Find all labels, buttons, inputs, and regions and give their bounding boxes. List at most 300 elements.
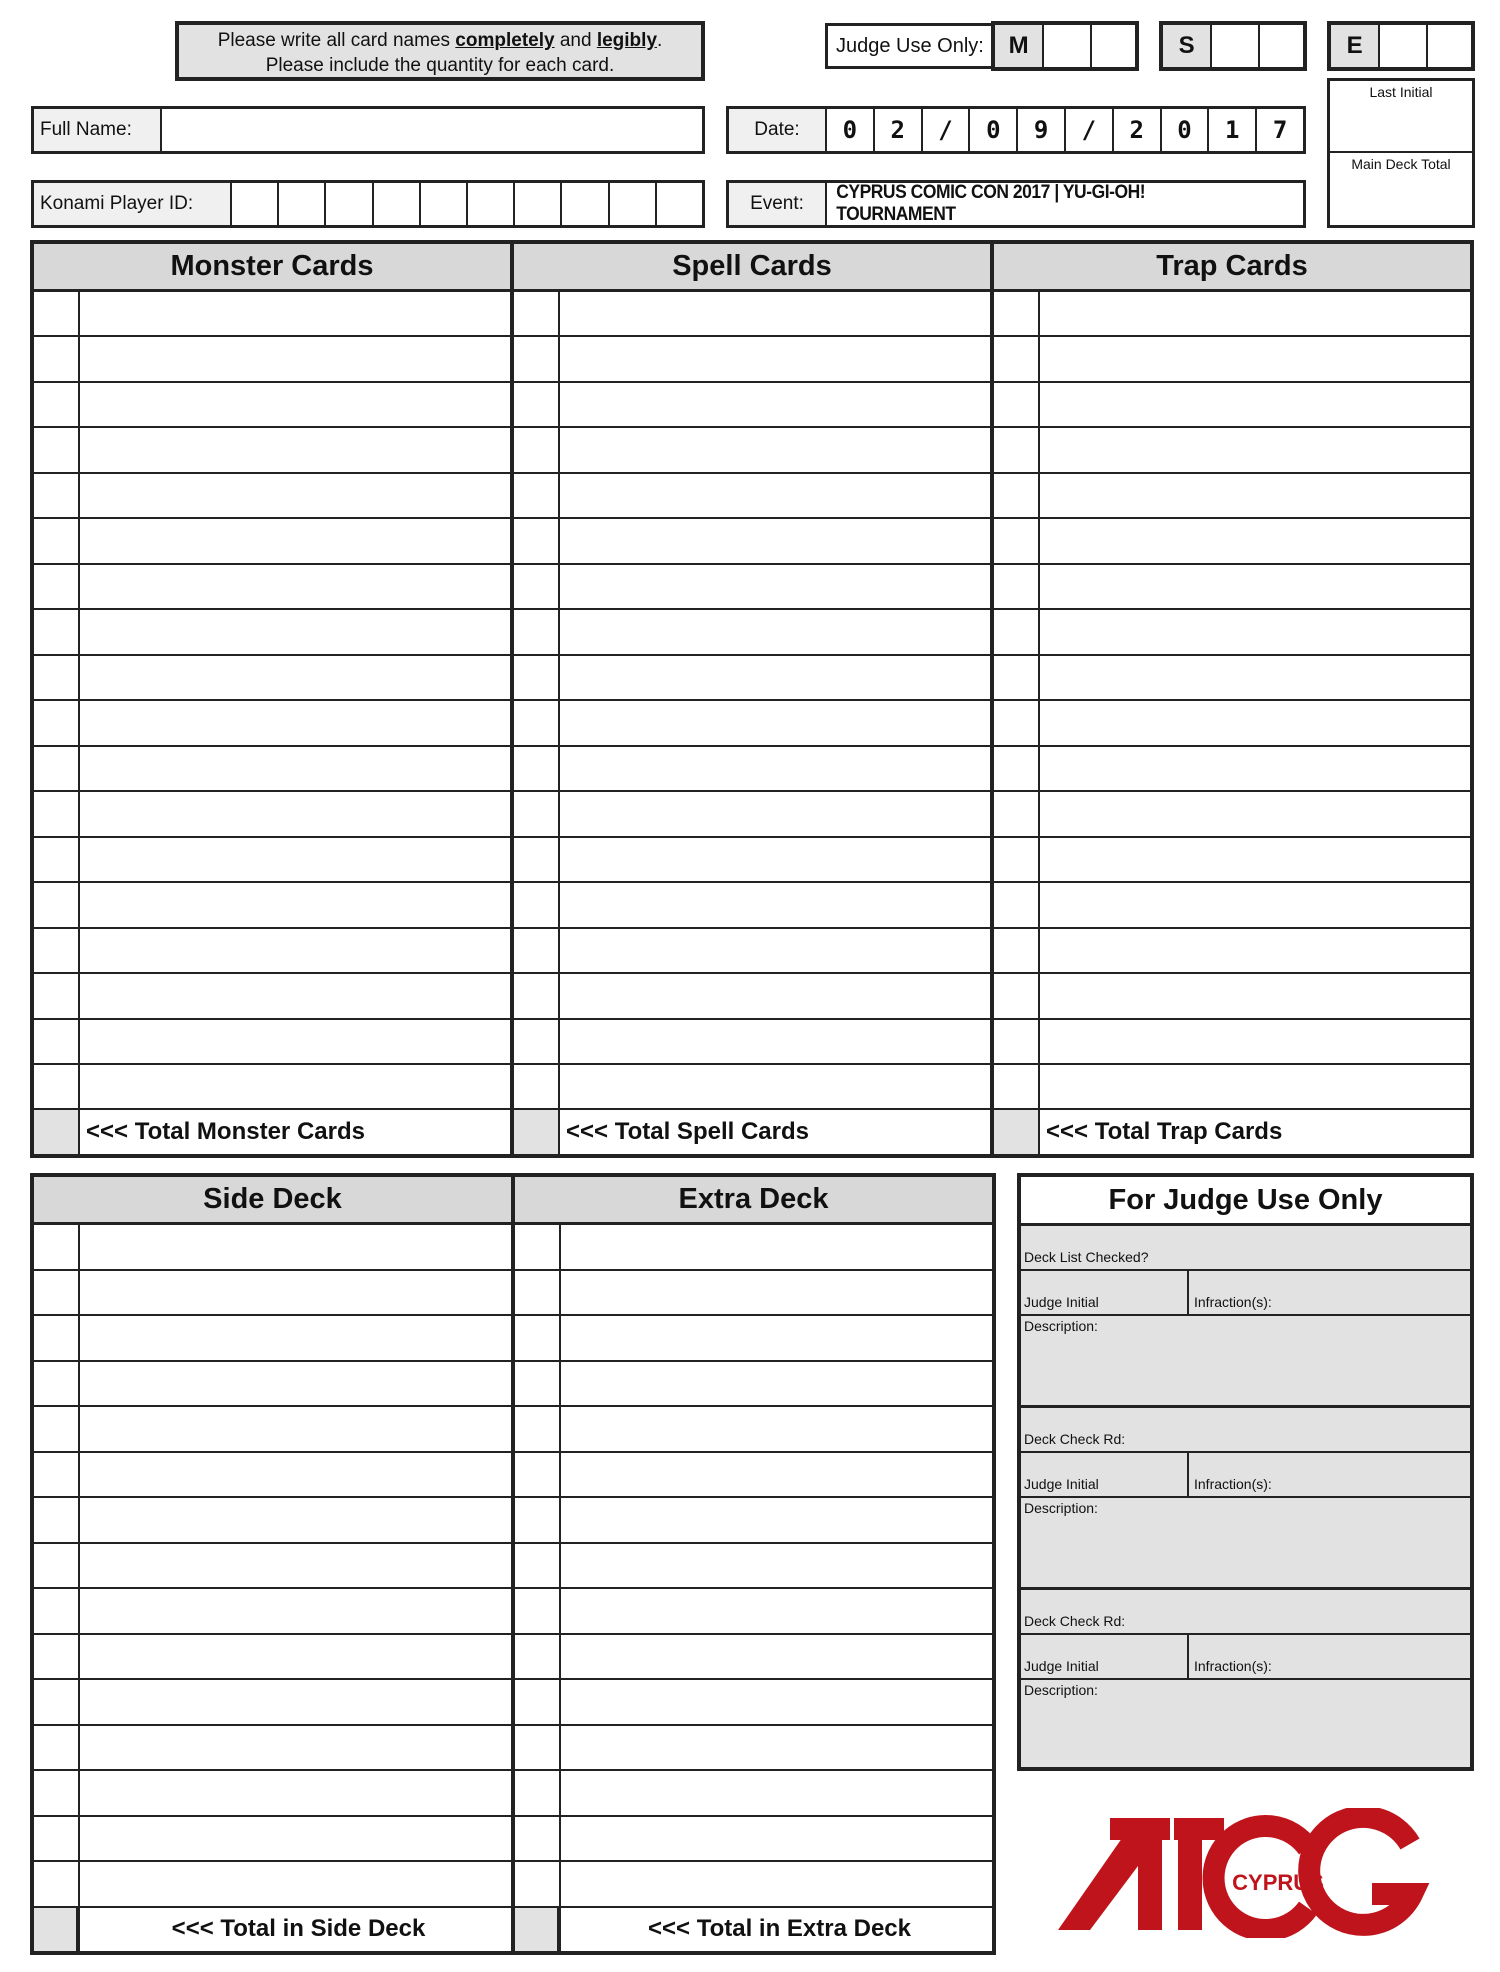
spell-card-name-cell[interactable] [560, 292, 990, 335]
side-card-name-cell[interactable] [80, 1817, 511, 1861]
spell-qty-cell[interactable] [514, 428, 560, 471]
side-qty-cell[interactable] [34, 1771, 80, 1815]
spell-qty-cell[interactable] [514, 701, 560, 744]
extra-card-name-cell[interactable] [561, 1316, 992, 1360]
spell-card-name-cell[interactable] [560, 792, 990, 835]
trap-card-row [994, 1020, 1470, 1065]
trap-card-row [994, 974, 1470, 1019]
extra-card-name-cell[interactable] [561, 1362, 992, 1406]
logo-a-shape [1058, 1818, 1170, 1930]
spell-card-name-cell[interactable] [560, 747, 990, 790]
monster-qty-cell[interactable] [34, 292, 80, 335]
infractions-cell[interactable] [1189, 1453, 1470, 1496]
monster-card-row [34, 883, 510, 928]
trap-qty-cell[interactable] [994, 656, 1040, 699]
extra-qty-cell[interactable] [515, 1498, 561, 1542]
monster-header: Monster Cards [34, 244, 510, 292]
spell-card-name-cell[interactable] [560, 565, 990, 608]
trap-qty-cell[interactable] [994, 883, 1040, 926]
extra-qty-cell[interactable] [515, 1271, 561, 1315]
trap-card-row [994, 701, 1470, 746]
instructions-notice: Please write all card names completely and legibly. Please include the quantity for each card. [175, 21, 705, 81]
side-card-row [34, 1589, 511, 1635]
extra-card-name-cell[interactable] [561, 1862, 992, 1906]
side-card-name-cell[interactable] [80, 1589, 511, 1633]
trap-qty-cell[interactable] [994, 383, 1040, 426]
side-qty-cell[interactable] [34, 1407, 80, 1451]
extra-qty-cell[interactable] [515, 1407, 561, 1451]
judge-check-title: Deck Check Rd: [1024, 1613, 1126, 1629]
spell-card-name-cell[interactable] [560, 1065, 990, 1108]
judge-e-cell[interactable] [1426, 25, 1471, 67]
extra-card-row [515, 1771, 992, 1817]
monster-card-name-cell[interactable] [80, 701, 510, 744]
spell-qty-cell[interactable] [514, 292, 560, 335]
monster-card-name-cell[interactable] [80, 610, 510, 653]
monster-qty-cell[interactable] [34, 883, 80, 926]
side-qty-cell[interactable] [34, 1817, 80, 1861]
extra-total-qty-cell[interactable] [515, 1908, 561, 1952]
trap-card-name-cell[interactable] [1040, 1065, 1470, 1108]
trap-card-name-cell[interactable] [1040, 474, 1470, 517]
spell-card-name-cell[interactable] [560, 883, 990, 926]
spell-card-row [514, 292, 990, 337]
side-card-row [34, 1453, 511, 1499]
description-label: Description: [1024, 1500, 1098, 1516]
description-cell[interactable] [1021, 1316, 1470, 1334]
infractions-label: Infraction(s): [1194, 1658, 1272, 1674]
monster-qty-cell[interactable] [34, 838, 80, 881]
trap-card-name-cell[interactable] [1040, 383, 1470, 426]
monster-column [34, 244, 514, 1154]
side-card-name-cell[interactable] [80, 1453, 511, 1497]
extra-card-row [515, 1498, 992, 1544]
side-deck-column [34, 1177, 515, 1951]
extra-card-name-cell[interactable] [561, 1271, 992, 1315]
trap-qty-cell[interactable] [994, 792, 1040, 835]
date-field [726, 106, 1306, 154]
last-initial-cell[interactable] [1330, 81, 1472, 153]
judge-m-box[interactable] [991, 21, 1139, 71]
spell-qty-cell[interactable] [514, 883, 560, 926]
trap-card-name-cell[interactable] [1040, 974, 1470, 1017]
extra-card-name-cell[interactable] [561, 1498, 992, 1542]
monster-qty-cell[interactable] [34, 929, 80, 972]
monster-qty-cell[interactable] [34, 474, 80, 517]
extra-card-row [515, 1635, 992, 1681]
extra-qty-cell[interactable] [515, 1817, 561, 1861]
spell-card-name-cell[interactable] [560, 474, 990, 517]
judge-check-title-cell[interactable] [1021, 1226, 1470, 1271]
monster-qty-cell[interactable] [34, 656, 80, 699]
monster-card-name-cell[interactable] [80, 883, 510, 926]
extra-card-name-cell[interactable] [561, 1817, 992, 1861]
monster-card-name-cell[interactable] [80, 337, 510, 380]
judge-totals-box [1327, 78, 1475, 228]
spell-card-name-cell[interactable] [560, 610, 990, 653]
judge-check-section [1021, 1226, 1470, 1408]
monster-qty-cell[interactable] [34, 337, 80, 380]
trap-qty-cell[interactable] [994, 1065, 1040, 1108]
judge-check-section [1021, 1590, 1470, 1772]
full-name-field [31, 106, 705, 154]
side-card-name-cell[interactable] [80, 1726, 511, 1770]
description-label: Description: [1024, 1682, 1098, 1698]
judge-panel [1017, 1173, 1474, 1771]
extra-qty-cell[interactable] [515, 1589, 561, 1633]
spell-qty-cell[interactable] [514, 747, 560, 790]
trap-card-row [994, 883, 1470, 928]
trap-card-name-cell[interactable] [1040, 747, 1470, 790]
spell-card-row [514, 701, 990, 746]
spell-card-row [514, 1065, 990, 1110]
spell-qty-cell[interactable] [514, 565, 560, 608]
trap-card-name-cell[interactable] [1040, 883, 1470, 926]
extra-card-name-cell[interactable] [561, 1635, 992, 1679]
side-qty-cell[interactable] [34, 1271, 80, 1315]
konami-id-digit-cell[interactable] [608, 183, 655, 225]
judge-check-title-cell[interactable] [1021, 1408, 1470, 1453]
monster-card-row [34, 929, 510, 974]
monster-card-row [34, 292, 510, 337]
monster-qty-cell[interactable] [34, 610, 80, 653]
event-label: Event: [729, 183, 827, 225]
spell-card-row [514, 474, 990, 519]
side-qty-cell[interactable] [34, 1453, 80, 1497]
trap-qty-cell[interactable] [994, 610, 1040, 653]
extra-card-name-cell[interactable] [561, 1544, 992, 1588]
trap-card-row [994, 383, 1470, 428]
side-qty-cell[interactable] [34, 1498, 80, 1542]
spell-column [514, 244, 994, 1154]
monster-qty-cell[interactable] [34, 1065, 80, 1108]
event-field [726, 180, 1306, 228]
monster-card-name-cell[interactable] [80, 656, 510, 699]
extra-qty-cell[interactable] [515, 1771, 561, 1815]
trap-card-name-cell[interactable] [1040, 428, 1470, 471]
side-qty-cell[interactable] [34, 1316, 80, 1360]
konami-id-digit-cell[interactable] [513, 183, 560, 225]
side-card-name-cell[interactable] [80, 1680, 511, 1724]
infractions-cell[interactable] [1189, 1635, 1470, 1678]
spell-total-row [514, 1110, 990, 1153]
trap-card-name-cell[interactable] [1040, 701, 1470, 744]
judge-check-section [1021, 1408, 1470, 1590]
trap-qty-cell[interactable] [994, 428, 1040, 471]
extra-card-row [515, 1817, 992, 1863]
side-card-row [34, 1407, 511, 1453]
spell-qty-cell[interactable] [514, 792, 560, 835]
side-card-name-cell[interactable] [80, 1316, 511, 1360]
spell-card-name-cell[interactable] [560, 519, 990, 562]
spell-card-name-cell[interactable] [560, 974, 990, 1017]
monster-card-row [34, 701, 510, 746]
trap-card-name-cell[interactable] [1040, 337, 1470, 380]
infractions-cell[interactable] [1189, 1271, 1470, 1314]
date-digit-cell[interactable]: 0 [1160, 109, 1208, 151]
trap-card-row [994, 792, 1470, 837]
description-cell[interactable] [1021, 1680, 1470, 1698]
monster-qty-cell[interactable] [34, 974, 80, 1017]
side-total-qty-cell[interactable] [34, 1908, 80, 1952]
extra-qty-cell[interactable] [515, 1680, 561, 1724]
trap-card-row [994, 519, 1470, 564]
judge-m-cell[interactable] [1090, 25, 1135, 67]
extra-qty-cell[interactable] [515, 1225, 561, 1269]
date-digit-cell[interactable]: 9 [1016, 109, 1064, 151]
monster-card-row [34, 792, 510, 837]
logo-g-shape [1309, 1817, 1412, 1925]
spell-card-name-cell[interactable] [560, 701, 990, 744]
judge-e-cell[interactable] [1378, 25, 1425, 67]
side-card-row [34, 1817, 511, 1863]
konami-id-digit-cell[interactable] [277, 183, 324, 225]
monster-card-row [34, 474, 510, 519]
trap-qty-cell[interactable] [994, 292, 1040, 335]
konami-id-digit-cell[interactable] [560, 183, 607, 225]
side-total-label: <<< Total in Side Deck [171, 1915, 426, 1943]
date-digit-cell[interactable]: 0 [842, 116, 858, 144]
judge-initial-cell[interactable] [1021, 1635, 1189, 1678]
trap-qty-cell[interactable] [994, 565, 1040, 608]
spell-qty-cell[interactable] [514, 656, 560, 699]
side-card-name-cell[interactable] [80, 1407, 511, 1451]
monster-card-name-cell[interactable] [80, 1020, 510, 1063]
trap-card-name-cell[interactable] [1040, 792, 1470, 835]
side-deck-header: Side Deck [34, 1177, 511, 1225]
extra-card-name-cell[interactable] [561, 1726, 992, 1770]
trap-card-row [994, 656, 1470, 701]
side-card-name-cell[interactable] [80, 1498, 511, 1542]
side-card-name-cell[interactable] [80, 1771, 511, 1815]
spell-qty-cell[interactable] [514, 974, 560, 1017]
spell-card-name-cell[interactable] [560, 383, 990, 426]
trap-qty-cell[interactable] [994, 974, 1040, 1017]
trap-qty-cell[interactable] [994, 838, 1040, 881]
side-qty-cell[interactable] [34, 1862, 80, 1906]
extra-qty-cell[interactable] [515, 1726, 561, 1770]
judge-s-cell[interactable] [1210, 25, 1257, 67]
spell-qty-cell[interactable] [514, 929, 560, 972]
side-card-name-cell[interactable] [80, 1225, 511, 1269]
extra-card-name-cell[interactable] [561, 1225, 992, 1269]
monster-card-name-cell[interactable] [80, 474, 510, 517]
side-qty-cell[interactable] [34, 1680, 80, 1724]
spell-qty-cell[interactable] [514, 610, 560, 653]
spell-card-row [514, 428, 990, 473]
konami-id-digit-cell[interactable] [372, 183, 419, 225]
trap-card-row [994, 747, 1470, 792]
extra-qty-cell[interactable] [515, 1862, 561, 1906]
monster-total-qty-cell[interactable] [34, 1110, 80, 1153]
monster-qty-cell[interactable] [34, 701, 80, 744]
extra-card-name-cell[interactable] [561, 1680, 992, 1724]
extra-card-row [515, 1407, 992, 1453]
trap-qty-cell[interactable] [994, 337, 1040, 380]
konami-id-digit-cell[interactable] [232, 183, 277, 225]
trap-qty-cell[interactable] [994, 747, 1040, 790]
trap-card-name-cell[interactable] [1040, 519, 1470, 562]
extra-qty-cell[interactable] [515, 1453, 561, 1497]
judge-s-cell[interactable] [1258, 25, 1303, 67]
extra-qty-cell[interactable] [515, 1544, 561, 1588]
spell-total-label: <<< Total Spell Cards [566, 1118, 809, 1146]
monster-qty-cell[interactable] [34, 792, 80, 835]
side-card-name-cell[interactable] [80, 1362, 511, 1406]
extra-card-name-cell[interactable] [561, 1771, 992, 1815]
extra-card-name-cell[interactable] [561, 1589, 992, 1633]
last-initial-label: Last Initial [1369, 84, 1433, 100]
judge-s-label: S [1163, 25, 1210, 67]
side-total-row [34, 1908, 511, 1952]
trap-qty-cell[interactable] [994, 474, 1040, 517]
monster-card-row [34, 337, 510, 382]
spell-qty-cell[interactable] [514, 383, 560, 426]
side-card-row [34, 1362, 511, 1408]
monster-qty-cell[interactable] [34, 428, 80, 471]
trap-card-name-cell[interactable] [1040, 610, 1470, 653]
side-qty-cell[interactable] [34, 1362, 80, 1406]
trap-card-row [994, 610, 1470, 655]
trap-card-name-cell[interactable] [1040, 292, 1470, 335]
date-digit-cell[interactable]: 1 [1207, 109, 1255, 151]
monster-card-name-cell[interactable] [80, 974, 510, 1017]
spell-card-row [514, 883, 990, 928]
date-digit-cell[interactable]: 2 [873, 109, 921, 151]
spell-card-row [514, 610, 990, 655]
side-card-name-cell[interactable] [80, 1862, 511, 1906]
konami-id-digit-cell[interactable] [466, 183, 513, 225]
spell-card-name-cell[interactable] [560, 428, 990, 471]
monster-qty-cell[interactable] [34, 1020, 80, 1063]
monster-card-name-cell[interactable] [80, 519, 510, 562]
monster-qty-cell[interactable] [34, 747, 80, 790]
judge-initial-cell[interactable] [1021, 1271, 1189, 1314]
konami-id-digit-cell[interactable] [419, 183, 466, 225]
trap-card-row [994, 929, 1470, 974]
side-qty-cell[interactable] [34, 1726, 80, 1770]
trap-card-name-cell[interactable] [1040, 929, 1470, 972]
monster-card-name-cell[interactable] [80, 428, 510, 471]
judge-initial-cell[interactable] [1021, 1453, 1189, 1496]
extra-total-row [515, 1908, 992, 1952]
monster-card-name-cell[interactable] [80, 383, 510, 426]
extra-card-name-cell[interactable] [561, 1453, 992, 1497]
spell-card-row [514, 747, 990, 792]
trap-qty-cell[interactable] [994, 519, 1040, 562]
spell-card-name-cell[interactable] [560, 337, 990, 380]
monster-card-name-cell[interactable] [80, 792, 510, 835]
judge-m-cell[interactable] [1042, 25, 1089, 67]
side-card-name-cell[interactable] [80, 1271, 511, 1315]
monster-card-name-cell[interactable] [80, 565, 510, 608]
extra-qty-cell[interactable] [515, 1635, 561, 1679]
spell-card-name-cell[interactable] [560, 929, 990, 972]
spell-qty-cell[interactable] [514, 337, 560, 380]
trap-card-row [994, 292, 1470, 337]
spell-qty-cell[interactable] [514, 519, 560, 562]
date-digit-cell[interactable]: 7 [1255, 109, 1303, 151]
trap-header: Trap Cards [994, 244, 1470, 292]
description-cell[interactable] [1021, 1498, 1470, 1516]
spell-qty-cell[interactable] [514, 1065, 560, 1108]
spell-total-qty-cell[interactable] [514, 1110, 560, 1153]
side-card-name-cell[interactable] [80, 1544, 511, 1588]
monster-card-row [34, 974, 510, 1019]
trap-card-name-cell[interactable] [1040, 565, 1470, 608]
trap-qty-cell[interactable] [994, 701, 1040, 744]
event-value[interactable]: CYPRUS COMIC CON 2017 | YU-GI-OH! TOURNAMENT [836, 182, 1146, 225]
spell-card-name-cell[interactable] [560, 838, 990, 881]
spell-qty-cell[interactable] [514, 1020, 560, 1063]
monster-card-name-cell[interactable] [80, 929, 510, 972]
extra-card-name-cell[interactable] [561, 1407, 992, 1451]
spell-card-row [514, 838, 990, 883]
trap-qty-cell[interactable] [994, 929, 1040, 972]
side-qty-cell[interactable] [34, 1544, 80, 1588]
trap-qty-cell[interactable] [994, 1020, 1040, 1063]
judge-s-box[interactable] [1159, 21, 1307, 71]
judge-check-title-cell[interactable] [1021, 1590, 1470, 1635]
monster-card-name-cell[interactable] [80, 292, 510, 335]
trap-total-row [994, 1110, 1470, 1153]
monster-total-row [34, 1110, 510, 1153]
main-deck-total-cell[interactable] [1330, 153, 1472, 172]
monster-card-row [34, 565, 510, 610]
full-name-input[interactable] [162, 109, 702, 151]
monster-card-name-cell[interactable] [80, 747, 510, 790]
monster-card-name-cell[interactable] [80, 1065, 510, 1108]
infractions-label: Infraction(s): [1194, 1294, 1272, 1310]
extra-qty-cell[interactable] [515, 1362, 561, 1406]
spell-header: Spell Cards [514, 244, 990, 292]
spell-qty-cell[interactable] [514, 474, 560, 517]
spell-card-name-cell[interactable] [560, 1020, 990, 1063]
spell-qty-cell[interactable] [514, 838, 560, 881]
trap-card-name-cell[interactable] [1040, 838, 1470, 881]
spell-card-row [514, 974, 990, 1019]
side-qty-cell[interactable] [34, 1225, 80, 1269]
side-card-name-cell[interactable] [80, 1635, 511, 1679]
monster-qty-cell[interactable] [34, 383, 80, 426]
date-digit-cell[interactable]: 2 [1112, 109, 1160, 151]
spell-card-row [514, 792, 990, 837]
judge-panel-header: For Judge Use Only [1021, 1177, 1470, 1226]
trap-card-name-cell[interactable] [1040, 1020, 1470, 1063]
konami-id-digit-cell[interactable] [655, 183, 702, 225]
monster-card-name-cell[interactable] [80, 838, 510, 881]
monster-qty-cell[interactable] [34, 519, 80, 562]
extra-card-row [515, 1862, 992, 1908]
judge-e-box[interactable] [1327, 21, 1475, 71]
date-digit-cell[interactable]: 0 [968, 109, 1016, 151]
spell-card-row [514, 656, 990, 701]
konami-id-digit-cell[interactable] [324, 183, 371, 225]
atcg-logo [1050, 1808, 1430, 1938]
trap-total-qty-cell[interactable] [994, 1110, 1040, 1153]
extra-card-row [515, 1271, 992, 1317]
side-qty-cell[interactable] [34, 1589, 80, 1633]
judge-initial-label: Judge Initial [1024, 1294, 1099, 1310]
judge-use-label: Judge Use Only: [825, 23, 995, 69]
side-qty-cell[interactable] [34, 1635, 80, 1679]
extra-card-row [515, 1680, 992, 1726]
extra-qty-cell[interactable] [515, 1316, 561, 1360]
spell-card-row [514, 565, 990, 610]
trap-card-name-cell[interactable] [1040, 656, 1470, 699]
monster-qty-cell[interactable] [34, 565, 80, 608]
spell-card-name-cell[interactable] [560, 656, 990, 699]
